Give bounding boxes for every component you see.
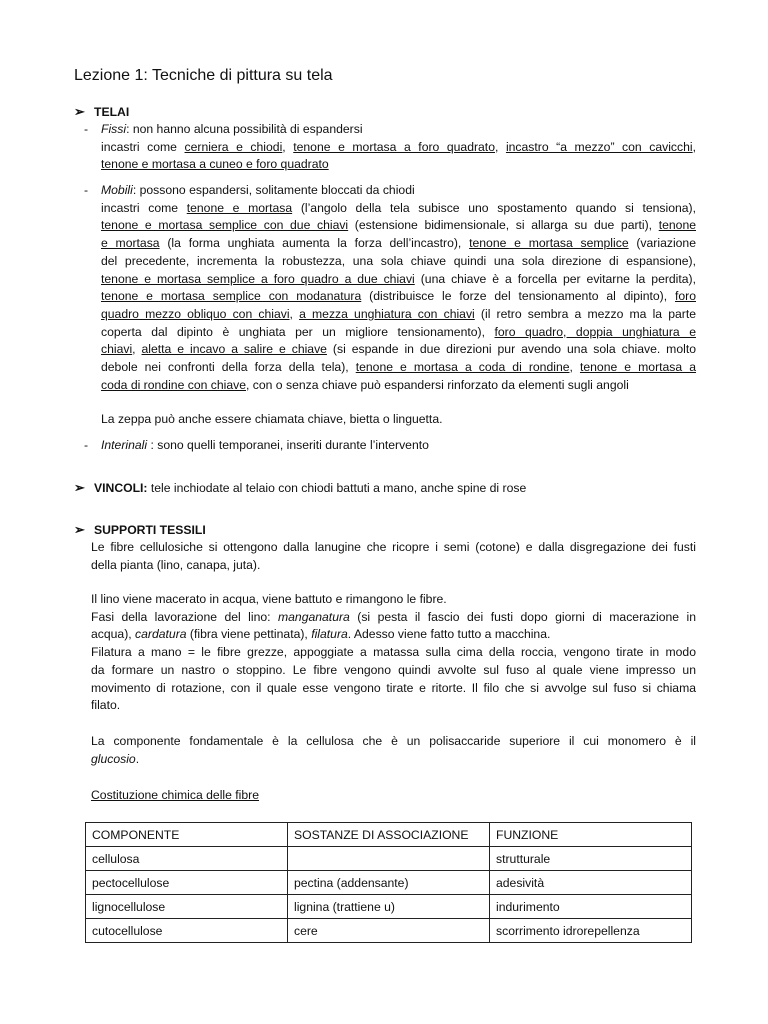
term-filatura: filatura <box>311 627 348 642</box>
term-mobili: Mobili <box>101 183 133 197</box>
table-row <box>86 871 692 895</box>
table-row <box>86 895 692 919</box>
supporti-p1 <box>91 539 696 574</box>
underlined-term: chiavi <box>101 342 133 357</box>
arrow-bullet-icon: ➢ <box>74 104 85 119</box>
text-span: (una chiave è a forcella per evitarne la perdita), <box>420 271 696 286</box>
zeppa-note: La zeppa può anche essere chiamata chiave, bietta o linguetta. <box>101 412 443 426</box>
text-line: Le fibre cellulosiche si ottengono dalla lanugine che ricopre i semi (cotone) e dalla disgregazione dei fusti <box>91 540 696 554</box>
text-span: . <box>135 751 140 766</box>
underlined-term: tenone e mortasa <box>186 200 293 215</box>
text-line: La componente fondamentale è la cellulosa che è un polisaccaride superiore il cui monomero è il <box>91 734 696 748</box>
text-line <box>101 288 696 306</box>
supporti-p5 <box>91 733 696 768</box>
underlined-term: foro <box>674 289 696 304</box>
dash-bullet: - <box>84 183 89 197</box>
underlined-term: aletta e incavo a salire e chiave <box>141 342 327 357</box>
underlined-term: tenone e mortasa a <box>579 360 697 375</box>
text-line <box>101 271 696 289</box>
fissi-block <box>101 121 696 174</box>
text-span: (l’angolo della tela subisce uno spostamento quando si tensiona), <box>300 200 696 215</box>
table-cell: pectocellulose <box>86 871 288 895</box>
text-line: del precedente, incrementa la robustezza, una sola chiave quindi una sola direzione di espansione), <box>101 253 696 268</box>
table-cell: pectina (addensante) <box>288 871 490 895</box>
underlined-term: cerniera e chiodi <box>184 139 283 154</box>
arrow-bullet-icon: ➢ <box>74 522 85 537</box>
term-glucosio: glucosio <box>91 751 136 766</box>
interinali-block <box>101 437 696 455</box>
text-span: (il retro sembra a mezzo ma la parte <box>480 306 696 321</box>
text-span: , <box>132 342 142 357</box>
text-line <box>101 324 696 342</box>
text-line <box>91 609 696 627</box>
term-interinali: Interinali <box>101 438 148 452</box>
underlined-term: tenone <box>658 218 696 233</box>
section-heading <box>94 480 526 498</box>
term-manganatura: manganatura <box>277 609 350 624</box>
text-line <box>101 182 696 200</box>
text-span: , <box>289 306 300 321</box>
text-line: della pianta (lino, canapa, juta). <box>91 557 261 572</box>
text-line <box>101 139 696 157</box>
text-span: incastri come <box>101 139 185 154</box>
underlined-term: tenone e mortasa semplice con due chiavi <box>101 218 349 233</box>
fiber-composition-table <box>85 822 692 943</box>
underlined-term: tenone e mortasa semplice <box>469 236 629 251</box>
text-span: . Adesso viene fatto tutto a macchina. <box>347 627 551 642</box>
text-line <box>101 200 696 218</box>
text-line: Il lino viene macerato in acqua, viene battuto e rimangono le fibre. <box>91 592 447 606</box>
table-cell: adesività <box>490 871 692 895</box>
table-cell: indurimento <box>490 895 692 919</box>
section-heading: TELAI <box>94 105 130 119</box>
text-span: : sono quelli temporanei, inseriti durante l’intervento <box>147 438 429 452</box>
table-row <box>86 847 692 871</box>
underlined-term: incastro “a mezzo” con cavicchi <box>505 139 693 154</box>
underlined-term: tenone e mortasa a foro quadrato <box>293 139 495 154</box>
text-span: (distribuisce le forze del tensionamento al dipinto), <box>369 289 675 304</box>
table-header-cell: COMPONENTE <box>86 823 288 847</box>
text-line <box>101 437 696 455</box>
table-title <box>91 787 696 805</box>
dash-bullet: - <box>84 438 89 452</box>
arrow-bullet-icon: ➢ <box>74 480 85 495</box>
table-header-cell: FUNZIONE <box>490 823 692 847</box>
table-row <box>86 919 692 943</box>
heading-text: VINCOLI: <box>94 481 148 495</box>
text-span: Fasi della lavorazione del lino: <box>91 609 278 624</box>
table-cell: strutturale <box>490 847 692 871</box>
text-span: (si espande in due direzioni pur avendo una sola chiave. molto <box>332 342 696 357</box>
section-supporti <box>74 521 206 540</box>
text-line <box>101 156 696 174</box>
section-heading: SUPPORTI TESSILI <box>94 523 206 537</box>
text-line: movimento di rotazione, con il quale esse vengono tirate e ritorte. Il filo che si avvolge sul fuso si chiama <box>91 680 696 695</box>
section-telai <box>74 103 129 122</box>
text-span: , con o senza chiave può espandersi rinforzato da elementi sugli angoli <box>246 377 629 392</box>
text-span: : non hanno alcuna possibilità di espandersi <box>126 122 363 136</box>
text-line <box>101 359 696 377</box>
underlined-term: coda di rondine con chiave <box>101 377 246 392</box>
underlined-term: foro quadro, doppia unghiatura e <box>494 324 696 339</box>
underlined-term: tenone e mortasa a coda di rondine <box>355 360 570 375</box>
underlined-term: a mezza unghiatura con chiavi <box>299 306 475 321</box>
text-line <box>101 121 696 139</box>
table-cell: lignocellulose <box>86 895 288 919</box>
table-cell: cutocellulose <box>86 919 288 943</box>
term-fissi: Fissi <box>101 122 127 136</box>
table-cell: scorrimento idrorepellenza <box>490 919 692 943</box>
text-line <box>91 751 696 769</box>
text-line <box>101 217 696 235</box>
underlined-term: tenone e mortasa semplice a foro quadro a due chiavi <box>101 271 415 286</box>
table-cell: lignina (trattiene u) <box>288 895 490 919</box>
text-line: Filatura a mano = le fibre grezze, appoggiate a matassa sulla cima della roccia, vengono tirate in modo <box>91 645 696 660</box>
text-span: acqua), <box>91 627 136 642</box>
text-span: incastri come <box>101 200 187 215</box>
text-line: filato. <box>91 698 121 713</box>
mobili-block <box>101 182 696 394</box>
supporti-p2 <box>91 591 696 715</box>
text-line: da formare un nastro o stoppino. Le fibre vengono quindi avvolte sul fuso al quale viene impresso un <box>91 662 696 677</box>
text-line <box>101 377 696 395</box>
underlined-term: tenone e mortasa semplice con modanatura <box>101 289 362 304</box>
table-header-cell: SOSTANZE DI ASSOCIAZIONE <box>288 823 490 847</box>
text-line <box>101 306 696 324</box>
table-title-text: Costituzione chimica delle fibre <box>91 788 259 802</box>
section-text: tele inchiodate al telaio con chiodi battuti a mano, anche spine di rose <box>147 481 527 495</box>
text-span: coperta dal dipinto è unghiata per un migliore tensionamento), <box>101 324 495 339</box>
text-span: , <box>692 139 697 154</box>
underlined-term: e mortasa <box>101 236 160 251</box>
text-span: (si pesta il fascio dei fusti dopo giorni di macerazione in <box>357 609 696 624</box>
underlined-term: quadro mezzo obliquo con chiavi <box>101 306 290 321</box>
term-cardatura: cardatura <box>135 627 187 642</box>
text-span: (estensione bidimensionale, si allarga su due parti), <box>354 218 659 233</box>
text-span: , <box>282 139 294 154</box>
text-line <box>91 626 696 644</box>
dash-bullet: - <box>84 122 89 136</box>
table-cell: cere <box>288 919 490 943</box>
table-cell: cellulosa <box>86 847 288 871</box>
table-header-row <box>86 823 692 847</box>
text-span: (fibra viene pettinata), <box>186 627 312 642</box>
text-span: debole nei confronti della forza della tela), <box>101 360 356 375</box>
section-vincoli <box>74 479 526 498</box>
underlined-term: tenone e mortasa a cuneo e foro quadrato <box>101 157 329 172</box>
text-span: : possono espandersi, solitamente bloccati da chiodi <box>132 183 415 197</box>
text-span: , <box>569 360 580 375</box>
table-cell <box>288 847 490 871</box>
text-span: (variazione <box>636 236 696 251</box>
text-span: (la forma unghiata aumenta la forza dell’incastro), <box>167 236 470 251</box>
text-span: , <box>494 139 506 154</box>
text-line <box>101 235 696 253</box>
text-line <box>101 341 696 359</box>
lesson-title: Lezione 1: Tecniche di pittura su tela <box>74 67 333 84</box>
